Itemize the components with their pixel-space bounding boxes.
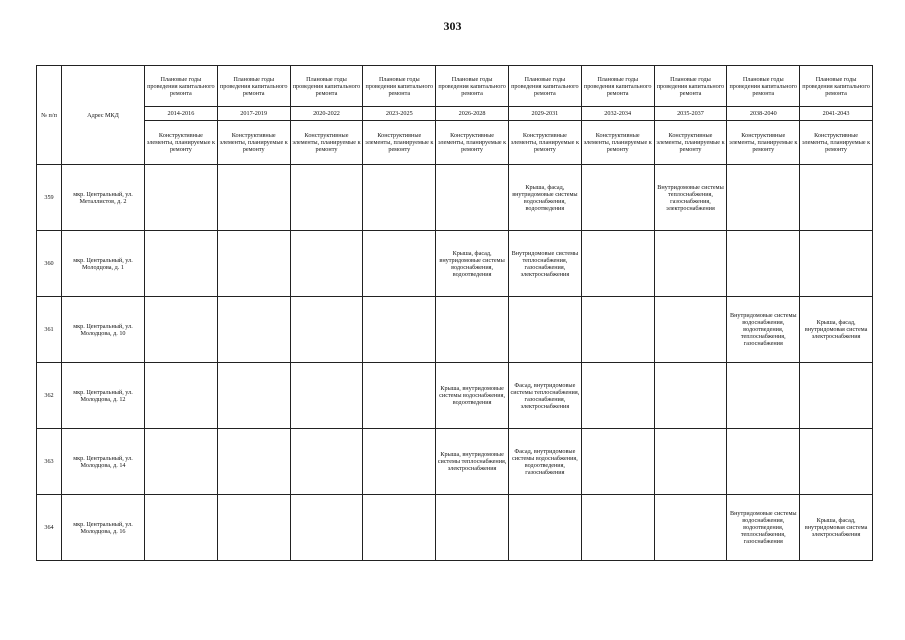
row-repair-works [217,429,290,495]
row-repair-works [436,165,509,231]
row-repair-works: Крыша, внутридомовые системы водоснабжения, водоотведения [436,363,509,429]
table-row [37,165,873,231]
header-period-caption: Плановые годы проведения капитального ремонта [800,66,873,107]
row-address: мкр. Центральный, ул. Молодцова, д. 12 [62,363,145,429]
header-elements-caption: Конструктивные элементы, планируемые к ремонту [217,121,290,165]
header-period-caption: Плановые годы проведения капитального ремонта [727,66,800,107]
page-number: 303 [443,19,462,33]
header-period-caption: Плановые годы проведения капитального ремонта [508,66,581,107]
row-repair-works [363,495,436,561]
row-repair-works [363,363,436,429]
row-repair-works [145,231,218,297]
header-elements-caption: Конструктивные элементы, планируемые к ремонту [581,121,654,165]
header-period-caption: Плановые годы проведения капитального ремонта [217,66,290,107]
row-repair-works [145,165,218,231]
row-repair-works [654,297,727,363]
row-repair-works [581,231,654,297]
row-repair-works [363,231,436,297]
row-repair-works [508,495,581,561]
row-repair-works [145,363,218,429]
header-period-years: 2041-2043 [800,107,873,121]
row-repair-works [217,297,290,363]
row-repair-works [290,495,363,561]
table-row [37,495,873,561]
row-repair-works [217,495,290,561]
row-repair-works [217,165,290,231]
row-repair-works: Крыша, фасад, внутридомовая система электроснабжения [800,495,873,561]
header-period-years: 2026-2028 [436,107,509,121]
row-number: 364 [37,495,62,561]
row-repair-works [581,495,654,561]
header-period-caption: Плановые годы проведения капитального ремонта [436,66,509,107]
row-repair-works [145,297,218,363]
header-elements-caption: Конструктивные элементы, планируемые к ремонту [800,121,873,165]
table-row [37,297,873,363]
header-period-caption: Плановые годы проведения капитального ремонта [654,66,727,107]
header-period-years: 2032-2034 [581,107,654,121]
header-period-years: 2014-2016 [145,107,218,121]
header-number: № п/п [37,66,62,165]
row-repair-works [217,231,290,297]
row-number: 363 [37,429,62,495]
row-repair-works [363,165,436,231]
row-repair-works [145,495,218,561]
row-repair-works [436,495,509,561]
row-repair-works: Фасад, внутридомовые системы теплоснабжения, газоснабжения, электроснабжения [508,363,581,429]
header-period-caption: Плановые годы проведения капитального ремонта [290,66,363,107]
row-repair-works: Крыша, фасад, внутридомовые системы водоснабжения, водоотведения [436,231,509,297]
table-body [37,165,873,561]
row-repair-works [363,297,436,363]
row-repair-works [145,429,218,495]
row-repair-works [654,495,727,561]
header-elements-caption: Конструктивные элементы, планируемые к ремонту [363,121,436,165]
header-period-years: 2029-2031 [508,107,581,121]
row-number: 359 [37,165,62,231]
row-repair-works: Крыша, фасад, внутридомовые системы водоснабжения, водоотведения [508,165,581,231]
row-address: мкр. Центральный, ул. Молодцова, д. 1 [62,231,145,297]
header-period-years: 2020-2022 [290,107,363,121]
table-row [37,231,873,297]
row-repair-works [290,165,363,231]
table-row [37,363,873,429]
row-repair-works: Крыша, фасад, внутридомовая система электроснабжения [800,297,873,363]
header-elements-caption: Конструктивные элементы, планируемые к ремонту [145,121,218,165]
row-address: мкр. Центральный, ул. Металлистов, д. 2 [62,165,145,231]
row-repair-works [727,231,800,297]
header-period-years: 2035-2037 [654,107,727,121]
row-repair-works: Внутридомовые системы теплоснабжения, газоснабжения, электроснабжения [654,165,727,231]
header-elements-caption: Конструктивные элементы, планируемые к ремонту [654,121,727,165]
row-repair-works [363,429,436,495]
row-repair-works [290,363,363,429]
capital-repair-table [36,65,873,561]
row-repair-works [800,363,873,429]
row-repair-works [290,297,363,363]
row-repair-works: Внутридомовые системы водоснабжения, водоотведения, теплоснабжения, газоснабжения [727,297,800,363]
row-address: мкр. Центральный, ул. Молодцова, д. 14 [62,429,145,495]
row-repair-works [654,429,727,495]
row-repair-works [581,363,654,429]
row-number: 361 [37,297,62,363]
row-repair-works [727,429,800,495]
row-address: мкр. Центральный, ул. Молодцова, д. 10 [62,297,145,363]
row-number: 362 [37,363,62,429]
header-address: Адрес МКД [62,66,145,165]
row-repair-works [290,231,363,297]
row-repair-works [800,429,873,495]
table-row [37,429,873,495]
header-period-caption: Плановые годы проведения капитального ремонта [363,66,436,107]
row-address: мкр. Центральный, ул. Молодцова, д. 16 [62,495,145,561]
row-repair-works [290,429,363,495]
row-repair-works [508,297,581,363]
row-repair-works: Внутридомовые системы водоснабжения, водоотведения, теплоснабжения, газоснабжения [727,495,800,561]
row-repair-works: Крыша, внутридомовые системы теплоснабжения, электроснабжения [436,429,509,495]
row-repair-works [800,231,873,297]
row-repair-works [217,363,290,429]
row-repair-works: Фасад, внутридомовые системы водоснабжения, водоотведения, газоснабжения [508,429,581,495]
header-period-years: 2017-2019 [217,107,290,121]
row-number: 360 [37,231,62,297]
header-period-years: 2023-2025 [363,107,436,121]
row-repair-works: Внутридомовые системы теплоснабжения, газоснабжения, электроснабжения [508,231,581,297]
row-repair-works [436,297,509,363]
header-period-years: 2038-2040 [727,107,800,121]
row-repair-works [727,363,800,429]
row-repair-works [654,363,727,429]
row-repair-works [581,165,654,231]
row-repair-works [727,165,800,231]
header-elements-caption: Конструктивные элементы, планируемые к ремонту [508,121,581,165]
row-repair-works [581,429,654,495]
row-repair-works [800,165,873,231]
table-header [37,66,873,165]
header-elements-caption: Конструктивные элементы, планируемые к ремонту [727,121,800,165]
header-period-caption: Плановые годы проведения капитального ремонта [145,66,218,107]
header-elements-caption: Конструктивные элементы, планируемые к ремонту [290,121,363,165]
row-repair-works [581,297,654,363]
header-period-caption: Плановые годы проведения капитального ремонта [581,66,654,107]
row-repair-works [654,231,727,297]
header-elements-caption: Конструктивные элементы, планируемые к ремонту [436,121,509,165]
